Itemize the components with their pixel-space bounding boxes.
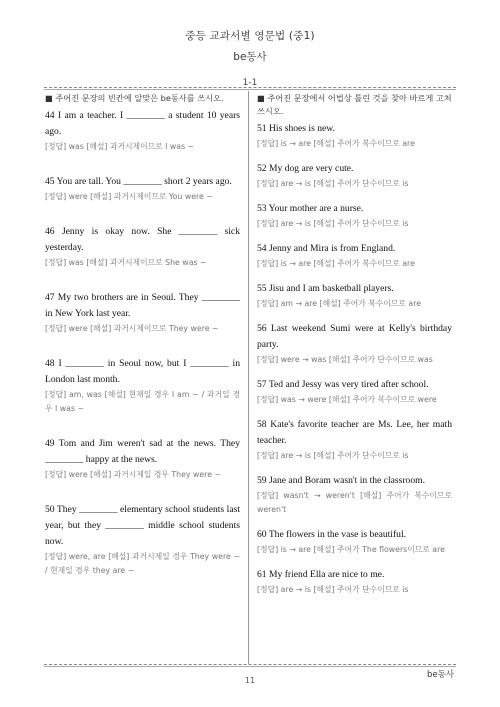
section-number: 1-1 <box>242 78 258 88</box>
question-text: 54 Jenny and Mira is from England. <box>257 243 396 254</box>
question-item <box>45 108 240 154</box>
answer-text: [정답] are → is [해설] 주어가 단수이므로 is <box>257 179 409 188</box>
question-text: 55 Jisu and I am basketball players. <box>257 283 394 294</box>
question-text: 49 Tom and Jim weren't sad at the news. They ________ happy at the news. <box>45 438 240 465</box>
question-text: 47 My two brothers are in Seoul. They ________ in New York last year. <box>45 292 240 319</box>
question-text: 53 Your mother are a nurse. <box>257 203 364 214</box>
question-text: 61 My friend Ella are nice to me. <box>257 569 385 580</box>
answer-text: [정답] were [해설] 과거시제이므로 They were ~ <box>45 324 219 333</box>
answer-text: [정답] was → were [해설] 주어가 복수이므로 were <box>257 395 437 404</box>
question-item <box>45 174 240 204</box>
answer-text: [정답] wasn't → weren't [해설] 주어가 복수이므로 weren't <box>257 491 452 514</box>
question-item <box>45 436 240 482</box>
question-item <box>257 473 452 517</box>
question-item <box>257 121 452 151</box>
question-item <box>257 281 452 311</box>
question-item <box>45 224 240 270</box>
right-column <box>257 92 452 597</box>
answer-text: [정답] is → are [해설] 주어가 복수이므로 are <box>257 139 415 148</box>
page-header <box>0 28 500 88</box>
question-text: 59 Jane and Boram wasn't in the classroom. <box>257 475 425 486</box>
answer-text: [정답] are → is [해설] 주어가 단수이므로 is <box>257 585 409 594</box>
column-divider <box>248 91 249 664</box>
question-text: 58 Kate's favorite teacher are Ms. Lee, her math teacher. <box>257 419 452 446</box>
page-number: 11 <box>244 676 256 685</box>
answer-text: [정답] is → are [해설] 주어가 The flowers이므로 are <box>257 545 445 554</box>
answer-text: [정답] are → is [해설] 주어가 단수이므로 is <box>257 219 409 228</box>
question-item <box>257 417 452 463</box>
question-item <box>257 567 452 597</box>
question-text: 60 The flowers in the vase is beautiful. <box>257 529 407 540</box>
question-item <box>45 290 240 336</box>
question-text: 52 My dog are very cute. <box>257 163 354 174</box>
top-divider-solid <box>44 89 456 90</box>
question-text: 57 Ted and Jessy was very tired after school. <box>257 379 429 390</box>
question-text: 44 I am a teacher. I ________ a student 10 years ago. <box>45 110 240 137</box>
answer-text: [정답] was [해설] 과거시제이므로 I was ~ <box>45 142 195 151</box>
answer-text: [정답] am, was [해설] 현재일 경우 I am ~ / 과거일 경우 I was ~ <box>45 390 240 413</box>
answer-text: [정답] am → are [해설] 주어가 복수이므로 are <box>257 299 422 308</box>
question-item <box>257 321 452 367</box>
question-item <box>257 201 452 231</box>
answer-text: [정답] were, are [해설] 과거시제일 경우 They were ~ / 현재일 경우 they are ~ <box>45 552 240 575</box>
page-subtitle: be동사 <box>233 51 267 63</box>
question-item <box>45 356 240 416</box>
left-column <box>45 92 240 578</box>
question-item <box>45 502 240 578</box>
question-text: 48 I ________ in Seoul now, but I ________ in London last month. <box>45 358 240 385</box>
question-item <box>257 527 452 557</box>
page-title: 중등 교과서별 영문법 (중1) <box>185 30 315 42</box>
question-item <box>257 377 452 407</box>
top-divider <box>44 87 456 88</box>
question-text: 46 Jenny is okay now. She ________ sick yesterday. <box>45 226 240 253</box>
question-item <box>257 241 452 271</box>
footer-label: be동사 <box>426 670 454 680</box>
answer-text: [정답] was [해설] 과거시제이므로 She was ~ <box>45 258 207 267</box>
left-instruction: ■ 주어진 문장의 빈칸에 알맞은 be동사를 쓰시오. <box>45 93 224 103</box>
question-text: 50 They ________ elementary school students last year, but they ________ middle school students now. <box>45 504 240 547</box>
question-text: 51 His shoes is new. <box>257 123 335 134</box>
footer-divider <box>44 664 456 665</box>
question-text: 56 Last weekend Sumi were at Kelly's birthday party. <box>257 323 452 350</box>
question-item <box>257 161 452 191</box>
right-instruction: ■ 주어진 문장에서 어법상 틀린 것을 찾아 바르게 고쳐 쓰시오. <box>257 93 452 116</box>
question-text: 45 You are tall. You ________ short 2 years ago. <box>45 176 232 187</box>
answer-text: [정답] were → was [해설] 주어가 단수이므로 was <box>257 355 433 364</box>
answer-text: [정답] were [해설] 과거시제일 경우 They were ~ <box>45 470 222 479</box>
answer-text: [정답] is → are [해설] 주어가 복수이므로 are <box>257 259 415 268</box>
answer-text: [정답] were [해설] 과거시제이므로 You were ~ <box>45 192 213 201</box>
answer-text: [정답] are → is [해설] 주어가 단수이므로 is <box>257 451 409 460</box>
footer-divider-solid <box>44 666 456 667</box>
